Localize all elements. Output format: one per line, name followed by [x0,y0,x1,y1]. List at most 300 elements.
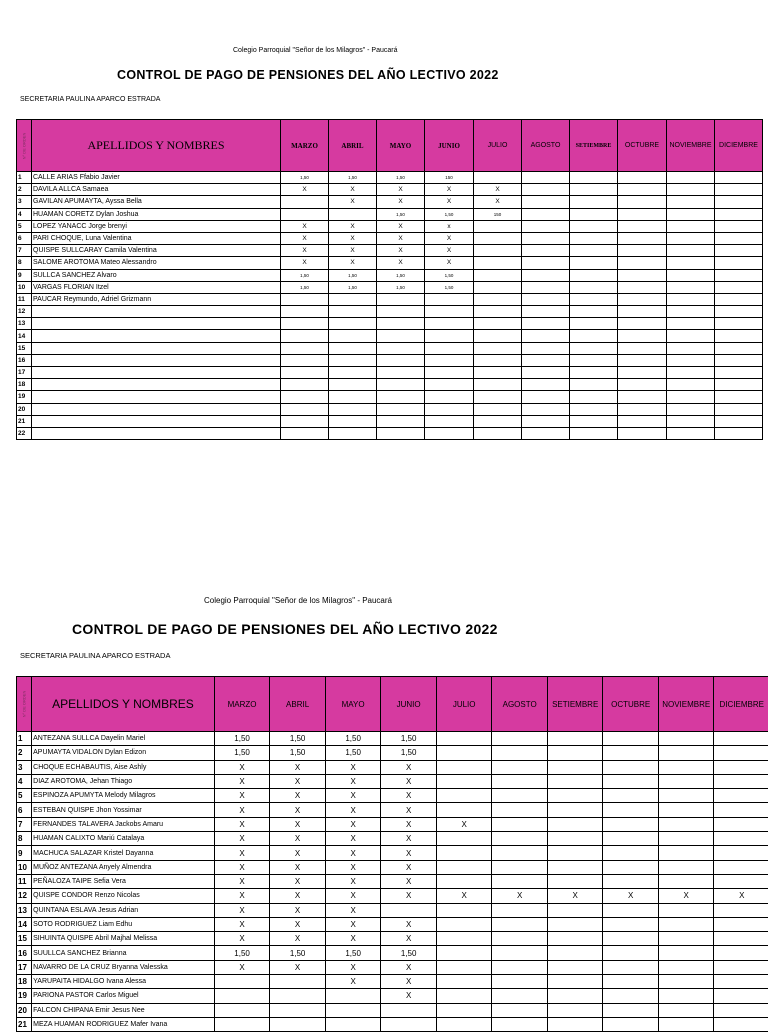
payment-cell [474,415,522,427]
payment-cell: X [381,975,437,989]
order-number: 9 [17,269,32,281]
payment-cell [436,774,492,788]
payment-cell [436,789,492,803]
table-row [17,760,768,774]
payment-cell [658,917,714,931]
payment-cell [522,342,570,354]
payment-cell [603,817,659,831]
payment-cell [329,415,377,427]
payment-cell [603,846,659,860]
payment-cell: X [214,803,270,817]
payment-cell: X [214,903,270,917]
payment-cell [377,391,425,403]
table-header [17,120,763,172]
payment-cell [667,257,715,269]
table-row [17,860,768,874]
payment-cell [522,306,570,318]
payment-cell [658,774,714,788]
payment-cell [658,989,714,1003]
payment-cell: 1,50 [329,281,377,293]
order-number: 12 [17,306,32,318]
names-header: APELLIDOS Y NOMBRES [32,120,281,172]
table-row [17,257,763,269]
order-number: 20 [17,1003,32,1017]
payment-cell [667,427,715,439]
student-name: PAUCAR Reymundo, Adriel Grizmann [32,293,281,305]
payment-cell [715,379,763,391]
payment-cell: 1,50 [425,208,474,220]
payment-cell [570,281,618,293]
payment-cell [329,391,377,403]
payment-cell [325,989,381,1003]
student-name: CALLE ARIAS Ffabio Javier [32,172,281,184]
payment-cell [425,379,474,391]
payment-cell: X [270,860,326,874]
payment-cell [618,367,667,379]
payment-cell [658,860,714,874]
payment-cell [492,832,548,846]
payment-cell [522,427,570,439]
payment-table-2 [16,676,768,1032]
payment-cell [547,789,603,803]
order-number: 8 [17,832,32,846]
student-name [32,427,281,439]
order-number: 18 [17,975,32,989]
payment-cell [658,960,714,974]
payment-cell: X [281,220,329,232]
payment-cell [667,172,715,184]
payment-cell [570,318,618,330]
table-row [17,342,763,354]
payment-cell [436,1017,492,1031]
payment-cell: X [425,245,474,257]
payment-cell: X [214,817,270,831]
payment-cell [570,342,618,354]
payment-cell [377,306,425,318]
payment-cell [714,746,768,760]
payment-cell [547,760,603,774]
payment-cell: X [325,832,381,846]
payment-cell: X [325,975,381,989]
payment-cell [214,1003,270,1017]
payment-cell [667,269,715,281]
payment-cell [377,427,425,439]
payment-cell [570,354,618,366]
payment-cell [329,354,377,366]
student-name: QUISPE SULLCARAY Camila Valentina [32,245,281,257]
payment-cell [667,330,715,342]
payment-cell [547,832,603,846]
order-number: 15 [17,932,32,946]
payment-cell [425,367,474,379]
student-name: ESTEBAN QUISPE Jhon Yossimar [32,803,215,817]
payment-cell [658,803,714,817]
payment-cell [667,184,715,196]
order-number: 21 [17,415,32,427]
payment-cell: X [270,760,326,774]
payment-cell [492,860,548,874]
payment-cell: X [325,917,381,931]
month-header: NOVIEMBRE [667,120,715,172]
payment-cell [618,281,667,293]
payment-cell [714,803,768,817]
table-row [17,917,768,931]
payment-cell: X [214,789,270,803]
student-name: DIAZ AROTOMA, Jehan Thiago [32,774,215,788]
payment-cell [547,989,603,1003]
order-number: 4 [17,774,32,788]
order-number: 10 [17,860,32,874]
payment-cell [570,391,618,403]
table-row [17,774,768,788]
payment-cell [474,330,522,342]
payment-cell [714,774,768,788]
student-name: QUISPE CONDOR Renzo Nicolas [32,889,215,903]
payment-cell: X [425,196,474,208]
payment-cell [658,874,714,888]
student-name: GAVILAN APUMAYTA, Ayssa Bella [32,196,281,208]
payment-cell [329,318,377,330]
payment-cell [658,1017,714,1031]
payment-cell [618,391,667,403]
payment-cell [714,932,768,946]
payment-cell [715,184,763,196]
payment-cell [658,975,714,989]
payment-cell: X [214,846,270,860]
payment-cell [658,760,714,774]
payment-cell [492,932,548,946]
student-name: APUMAYTA VIDALON Dylan Edizon [32,746,215,760]
payment-cell [281,293,329,305]
payment-cell [715,269,763,281]
payment-cell: X [381,774,437,788]
payment-cell [667,220,715,232]
payment-cell [570,427,618,439]
payment-cell [603,774,659,788]
payment-cell [618,257,667,269]
payment-cell [667,306,715,318]
payment-cell [715,427,763,439]
payment-cell [603,789,659,803]
order-number: 10 [17,281,32,293]
payment-cell [618,232,667,244]
payment-cell: X [381,760,437,774]
payment-cell [667,208,715,220]
student-name [32,379,281,391]
payment-cell [214,989,270,1003]
payment-cell [522,232,570,244]
payment-cell [618,342,667,354]
table-row [17,746,768,760]
order-header: N° DE ORDEN [17,120,32,172]
student-name: NAVARRO DE LA CRUZ Bryanna Valesska [32,960,215,974]
month-header: MARZO [281,120,329,172]
table-row [17,789,768,803]
payment-cell [377,403,425,415]
payment-cell: X [270,874,326,888]
payment-cell [570,184,618,196]
month-header: JUNIO [381,677,437,732]
table-row [17,208,763,220]
payment-cell [658,746,714,760]
payment-cell [603,1003,659,1017]
table-row [17,391,763,403]
payment-cell: 1,50 [329,269,377,281]
payment-cell: X [547,889,603,903]
payment-cell: X [270,889,326,903]
payment-cell [603,760,659,774]
payment-cell [658,1003,714,1017]
payment-cell: X [329,196,377,208]
payment-cell [281,415,329,427]
payment-cell: 1,50 [377,269,425,281]
payment-cell [436,1003,492,1017]
payment-cell [436,803,492,817]
month-header: AGOSTO [522,120,570,172]
table-row [17,184,763,196]
payment-cell [425,318,474,330]
payment-cell [492,846,548,860]
payment-cell [436,903,492,917]
order-number: 17 [17,960,32,974]
payment-cell [570,293,618,305]
payment-cell [436,732,492,746]
student-name: SOTO RODRIGUEZ Liam Edhu [32,917,215,931]
payment-cell: 1,50 [377,281,425,293]
payment-cell: X [436,817,492,831]
payment-cell [281,306,329,318]
payment-cell [618,403,667,415]
payment-cell: X [474,184,522,196]
table-row [17,220,763,232]
payment-cell: X [381,932,437,946]
payment-cell [547,932,603,946]
student-name [32,354,281,366]
student-name: LOPEZ YANACC Jorge brenyi [32,220,281,232]
student-name [32,403,281,415]
payment-cell: X [377,184,425,196]
payment-cell [667,318,715,330]
payment-cell: X [381,803,437,817]
payment-cell: X [325,846,381,860]
payment-cell [714,817,768,831]
payment-cell [436,932,492,946]
table-row [17,232,763,244]
student-name: SALOME AROTOMA Mateo Alessandro [32,257,281,269]
payment-cell [603,746,659,760]
payment-cell [667,245,715,257]
month-header: DICIEMBRE [715,120,763,172]
student-name: FERNANDES TALAVERA Jackobs Amaru [32,817,215,831]
payment-cell [618,172,667,184]
payment-cell [522,318,570,330]
order-number: 4 [17,208,32,220]
payment-cell [715,318,763,330]
payment-cell [618,379,667,391]
payment-cell [329,367,377,379]
table-row [17,1003,768,1017]
payment-cell: 1,50 [425,269,474,281]
payment-cell [474,391,522,403]
payment-cell [714,903,768,917]
payment-cell [329,293,377,305]
payment-cell: 1,50 [377,172,425,184]
payment-cell [329,306,377,318]
payment-cell [714,846,768,860]
payment-cell: 1,50 [281,281,329,293]
payment-cell [715,257,763,269]
payment-cell [377,379,425,391]
payment-cell [667,354,715,366]
payment-cell [522,367,570,379]
payment-cell: X [381,917,437,931]
payment-cell: X [474,196,522,208]
month-header: AGOSTO [492,677,548,732]
names-header: APELLIDOS Y NOMBRES [32,677,215,732]
school-name: Colegio Parroquial "Señor de los Milagros" - Paucará [204,596,392,605]
payment-cell [658,817,714,831]
payment-cell [325,1017,381,1031]
order-number: 5 [17,789,32,803]
payment-cell: X [325,760,381,774]
table-row [17,732,768,746]
order-number: 18 [17,379,32,391]
payment-cell: X [270,774,326,788]
payment-cell [270,1003,326,1017]
payment-cell [714,760,768,774]
payment-cell: X [214,860,270,874]
month-header: JULIO [436,677,492,732]
payment-cell [547,1003,603,1017]
payment-cell [436,832,492,846]
month-header: NOVIEMBRE [658,677,714,732]
month-header: ABRIL [270,677,326,732]
table-row [17,403,763,415]
order-number: 16 [17,354,32,366]
month-header: OCTUBRE [618,120,667,172]
payment-cell: 1,50 [214,946,270,960]
payment-cell [714,789,768,803]
payment-cell: X [329,257,377,269]
payment-cell [425,415,474,427]
payment-cell [281,354,329,366]
payment-cell [436,960,492,974]
payment-cell: 1,50 [214,746,270,760]
payment-cell [714,860,768,874]
payment-cell: X [381,846,437,860]
student-name: MACHUCA SALAZAR Kristel Dayanna [32,846,215,860]
payment-cell [547,774,603,788]
payment-cell: X [425,257,474,269]
payment-cell [618,427,667,439]
payment-cell [715,172,763,184]
payment-cell: 1,50 [381,946,437,960]
student-name: MEZA HUAMAN RODRIGUEZ Mafer Ivana [32,1017,215,1031]
payment-cell: X [325,889,381,903]
student-name: SIHUINTA QUISPE Abril Majhal Melissa [32,932,215,946]
payment-cell [570,208,618,220]
payment-cell: X [658,889,714,903]
table-row [17,889,768,903]
payment-cell: X [325,774,381,788]
payment-cell [492,789,548,803]
payment-cell: 1,50 [325,732,381,746]
payment-cell [492,1003,548,1017]
payment-cell: X [325,960,381,974]
payment-cell [436,989,492,1003]
order-number: 21 [17,1017,32,1031]
payment-cell [270,975,326,989]
payment-cell [425,293,474,305]
payment-cell: X [381,989,437,1003]
payment-cell [492,960,548,974]
payment-cell [492,975,548,989]
payment-cell [474,232,522,244]
payment-cell [714,1003,768,1017]
secretary-line: SECRETARIA PAULINA APARCO ESTRADA [20,96,160,103]
payment-cell: 1,50 [214,732,270,746]
payment-cell: X [377,245,425,257]
student-name: HUAMAN CALIXTO Mariú Catalaya [32,832,215,846]
student-name: CHOQUE ECHABAUTIS, Aise Ashly [32,760,215,774]
payment-cell: 1,50 [270,732,326,746]
payment-cell [492,746,548,760]
month-header: JULIO [474,120,522,172]
month-header: SETIEMBRE [570,120,618,172]
payment-cell: X [270,932,326,946]
payment-cell [547,846,603,860]
payment-cell: X [214,760,270,774]
payment-cell: X [329,184,377,196]
order-number: 14 [17,917,32,931]
payment-cell [474,342,522,354]
order-number: 17 [17,367,32,379]
student-name: QUINTANA ESLAVA Jesus Adrian [32,903,215,917]
table-row [17,379,763,391]
payment-cell [474,293,522,305]
order-number: 9 [17,846,32,860]
payment-cell: 1,50 [425,281,474,293]
table-row [17,903,768,917]
secretary-line: SECRETARIA PAULINA APARCO ESTRADA [20,651,170,660]
payment-cell [715,415,763,427]
table-row [17,269,763,281]
month-header: MARZO [214,677,270,732]
payment-cell [522,208,570,220]
payment-cell: X [214,832,270,846]
payment-cell: X [214,960,270,974]
payment-cell: X [425,184,474,196]
payment-cell [570,257,618,269]
month-header: ABRIL [329,120,377,172]
payment-cell: X [381,874,437,888]
payment-cell [667,379,715,391]
payment-cell [474,172,522,184]
payment-cell: X [270,846,326,860]
payment-cell [547,917,603,931]
payment-cell [425,342,474,354]
payment-cell [474,269,522,281]
payment-cell [377,415,425,427]
payment-cell [492,1017,548,1031]
payment-cell [522,245,570,257]
payment-cell [474,306,522,318]
payment-cell: x [425,220,474,232]
payment-cell [492,989,548,1003]
order-number: 2 [17,746,32,760]
order-number: 15 [17,342,32,354]
table-row [17,817,768,831]
